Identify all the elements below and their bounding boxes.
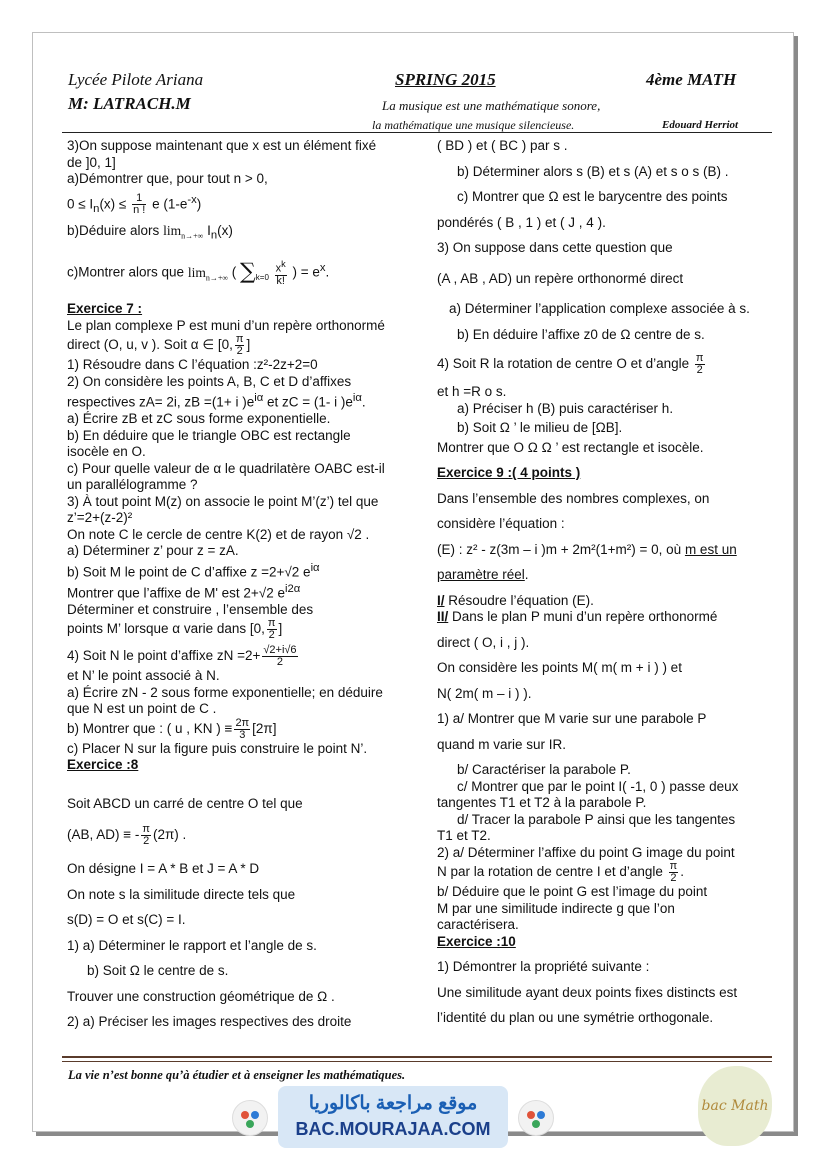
text-line: paramètre réel. xyxy=(437,567,529,582)
text-line: a) Préciser h (B) puis caractériser h. xyxy=(457,400,674,416)
text-line: 1) a/ Montrer que M varie sur une parabole P xyxy=(437,711,707,726)
site-logo-icon xyxy=(518,1100,554,1136)
text-line: que N est un point de C . xyxy=(67,701,217,717)
text-line: b) Soit M le point de C d’affixe z =2+√2 $e^{i\alpha}$ xyxy=(67,561,320,580)
text-line: pondérés ( B , 1 ) et ( J , 4 ). xyxy=(437,214,606,230)
text-line: a) Écrire zB et zC sous forme exponentielle. xyxy=(67,411,331,427)
text-line: Montrer que l’affixe de M' est 2+√2 $e^{i2\alpha}$ xyxy=(67,582,301,601)
text-line: b) En déduire que le triangle OBC est rectangle xyxy=(67,427,351,443)
bac-math-logo: bac Math xyxy=(698,1066,772,1146)
text-line: On considère les points M( m( m + i ) ) et xyxy=(437,660,682,675)
text-line: l’identité du plan ou une symétrie orthogonale. xyxy=(437,1010,714,1025)
text-line: et h =R o s. xyxy=(437,384,507,399)
text-line: tangentes T1 et T2 à la parabole P. xyxy=(437,795,647,810)
text-line: 2) a/ Déterminer l’affixe du point G image du point xyxy=(437,844,735,860)
text-line: s(D) = O et s(C) = I. xyxy=(67,912,186,928)
footer-divider xyxy=(62,1056,772,1058)
text-line: un parallélogramme ? xyxy=(67,477,198,493)
text-line: direct (O, u, v ). Soit α ∈ [0, $\frac{\pi}{2}$ ] xyxy=(67,333,251,358)
left-column xyxy=(67,138,422,1031)
text-line: b) Soit Ω ’ le milieu de [ΩB]. xyxy=(457,420,623,435)
text-line: c) Placer N sur la figure puis construire le point N’. xyxy=(67,740,368,756)
text-line: c/ Montrer que par le point I( -1, 0 ) passe deux xyxy=(457,778,739,794)
text-line: 2) a) Préciser les images respectives des droite xyxy=(67,1014,352,1030)
text-line: (E) : z² - z(3m – i )m + 2m²(1+m²) = 0, où m est un xyxy=(437,541,737,557)
quote-line-2: la mathématique une musique silencieuse. xyxy=(372,118,575,132)
footer-divider-thin xyxy=(62,1061,772,1062)
text-line: T1 et T2. xyxy=(437,828,491,843)
text-line: Montrer que O Ω Ω ’ est rectangle et isocèle. xyxy=(437,439,704,455)
text-line: (A , AB , AD) un repère orthonormé direct xyxy=(437,270,684,286)
text-line: Une similitude ayant deux points fixes distincts est xyxy=(437,984,738,1000)
text-line: $0 \le I_n(x)$ ≤ $\frac{1}{n !}$ e $(1-e^{-x})$ xyxy=(67,191,202,216)
quote-author: Edouard Herriot xyxy=(662,119,739,131)
text-line: On note C le cercle de centre K(2) et de rayon √2 . xyxy=(67,526,370,542)
site-url[interactable]: BAC.MOURAJAA.COM xyxy=(295,1119,491,1139)
text-line: Trouver une construction géométrique de Ω . xyxy=(67,988,335,1004)
text-line: points M’ lorsque α varie dans [0, $\frac{\pi}{2}$ ] xyxy=(67,617,283,642)
site-banner[interactable] xyxy=(278,1086,508,1148)
text-line: b) Montrer que : ( u , KN ) ≡ $\frac{2\pi}{3}$ [2π] xyxy=(67,716,277,741)
text-line: 1) Démontrer la propriété suivante : xyxy=(437,959,650,974)
text-line: quand m varie sur IR. xyxy=(437,736,567,752)
class-level: 4ème MATH xyxy=(646,70,737,89)
text-line: b) En déduire l’affixe z0 de Ω centre de s. xyxy=(457,326,705,342)
text-line: N par la rotation de centre I et d’angle $\frac{\pi}{2}$ . xyxy=(437,860,685,884)
exercise-10-title: Exercice :10 xyxy=(437,933,516,949)
teacher-name: M: LATRACH.M xyxy=(68,94,191,113)
text-line: On désigne I = A * B et J = A * D xyxy=(67,861,260,877)
text-line: z’=2+(z-2)² xyxy=(67,510,133,526)
text-line: 1) a) Déterminer le rapport et l’angle de s. xyxy=(67,937,317,953)
fraction: $\frac{1}{n !}$ xyxy=(133,191,146,216)
text-line: a)Démontrer que, pour tout n > 0, xyxy=(67,171,268,186)
text-line: de ]0, 1] xyxy=(67,154,116,170)
text-line: isocèle en O. xyxy=(67,444,146,460)
text-line: caractérisera. xyxy=(437,917,519,932)
text-line: Déterminer et construire , l’ensemble des xyxy=(67,601,314,617)
text-line: b/ Déduire que le point G est l’image du point xyxy=(437,884,708,899)
text-line: et N’ le point associé à N. xyxy=(67,668,220,684)
footer-motto: La vie n’est bonne qu’à étudier et à enseigner les mathématiques. xyxy=(68,1068,406,1082)
text-line: b)Déduire alors $\lim_{n\to+\infty} I_n(x)$ xyxy=(67,223,233,242)
session-title: SPRING 2015 xyxy=(395,70,496,89)
text-line: 3) On suppose dans cette question que xyxy=(437,240,673,255)
text-line: respectives zA= 2i, zB =(1+ i )$e^{i\alpha}$ et zC = (1- i )$e^{i\alpha}$. xyxy=(67,392,366,410)
text-line: (AB, AD) ≡ - $\frac{\pi}{2}$ (2π) . xyxy=(67,823,187,848)
text-line: a) Écrire zN - 2 sous forme exponentielle; en déduire xyxy=(67,684,383,700)
text-line: direct ( O, i , j ). xyxy=(437,634,530,650)
text-line: d/ Tracer la parabole P ainsi que les tangentes xyxy=(457,811,736,827)
text-line: a) Déterminer z’ pour z = zA. xyxy=(67,543,239,559)
text-line: N( 2m( m – i ) ). xyxy=(437,685,532,701)
text-line: 4) Soit R la rotation de centre O et d’angle $\frac{\pi}{2}$ xyxy=(437,352,704,376)
right-column xyxy=(437,138,777,1027)
site-arabic-name: موقع مراجعة باكالوريا xyxy=(308,1093,478,1114)
header-divider xyxy=(62,132,772,133)
exercise-7-title: Exercice 7 : xyxy=(67,301,143,317)
text-line: I/ Résoudre l’équation (E). xyxy=(437,592,594,608)
exercise-8-title: Exercice :8 xyxy=(67,757,139,773)
text-line: On note s la similitude directe tels que xyxy=(67,886,296,902)
exercise-9-title: Exercice 9 :( 4 points ) xyxy=(437,465,581,480)
text-line: II/ Dans le plan P muni d’un repère orthonormé xyxy=(437,609,718,624)
text-line: b) Déterminer alors s (B) et s (A) et s o s (B) . xyxy=(457,163,729,179)
text-line: a) Déterminer l’application complexe associée à s. xyxy=(449,301,750,316)
text-line: b) Soit Ω le centre de s. xyxy=(87,963,229,979)
text-line: c) Pour quelle valeur de α le quadrilatère OABC est-il xyxy=(67,460,385,476)
school-name: Lycée Pilote Ariana xyxy=(68,70,204,89)
text-line: b/ Caractériser la parabole P. xyxy=(457,762,631,777)
sum-symbol: ∑ xyxy=(240,259,256,285)
text-line: 2) On considère les points A, B, C et D d’affixes xyxy=(67,373,352,389)
text-line: considère l’équation : xyxy=(437,516,565,531)
text-line: c) Montrer que Ω est le barycentre des points xyxy=(457,189,728,204)
fraction: $\frac{x^k}{k!}$ xyxy=(275,259,286,288)
text-line: ( BD ) et ( BC ) par s . xyxy=(437,138,568,153)
text-line: 1) Résoudre dans C l’équation :z²-2z+2=0 xyxy=(67,357,318,373)
text-line: M par une similitude indirecte g que l’on xyxy=(437,900,675,916)
text-line: c)Montrer alors que $\lim_{n\to+\infty}$ ( $\sum_{k=0}$ $\frac{x^k}{k!}$ ) = $e^x$. xyxy=(67,259,330,288)
text-line: 3) À tout point M(z) on associe le point M’(z’) tel que xyxy=(67,493,379,509)
text-line: Dans l’ensemble des nombres complexes, on xyxy=(437,490,710,506)
quote-line-1: La musique est une mathématique sonore, xyxy=(382,98,601,113)
text-line: Soit ABCD un carré de centre O tel que xyxy=(67,795,303,811)
site-logo-icon xyxy=(232,1100,268,1136)
text-line: 3)On suppose maintenant que x est un élément fixé xyxy=(67,138,377,153)
text-line: 4) Soit N le point d’affixe zN =2+ $\frac{√2+i√6}{2}$ xyxy=(67,644,297,669)
text-line: Le plan complexe P est muni d’un repère orthonormé xyxy=(67,317,385,333)
